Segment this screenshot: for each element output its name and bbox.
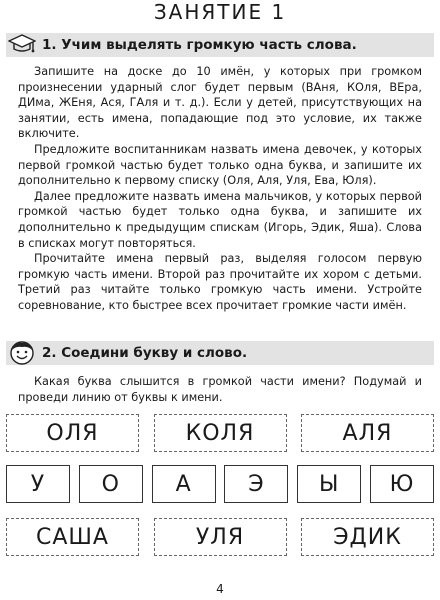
letters-row bbox=[6, 465, 434, 503]
letter-card[interactable]: Ы bbox=[297, 465, 361, 503]
letter-card[interactable]: Ю bbox=[370, 465, 434, 503]
smiling-child-face-icon bbox=[8, 339, 36, 367]
paragraph: Далее предложите назвать имена мальчиков, у которых первой громкой частью будет только одна буква, и запишите их дополнительно к предыдущим спискам (Игорь, Эдик, Яша). Слова в списках могут повторяться. bbox=[18, 189, 422, 250]
section-2-header bbox=[6, 341, 434, 365]
section-1-text bbox=[18, 64, 422, 314]
word-card[interactable]: ОЛЯ bbox=[6, 414, 139, 452]
bottom-words-row bbox=[6, 518, 434, 556]
letter-card[interactable]: У bbox=[6, 465, 70, 503]
letter-card[interactable]: О bbox=[79, 465, 143, 503]
instruction-text: Какая буква слышится в громкой части имени? Подумай и проведи линию от буквы к имени. bbox=[18, 375, 422, 404]
word-card[interactable]: ЭДИК bbox=[301, 518, 434, 556]
word-card[interactable]: САША bbox=[6, 518, 139, 556]
paragraph: Предложите воспитанникам назвать имена девочек, у которых первой громкой частью будет только одна буква, и запишите их дополнительно к первому списку (Оля, Аля, Уля, Ева, Юля). bbox=[18, 142, 422, 188]
section-2-instruction bbox=[18, 374, 422, 405]
paragraph: Прочитайте имена первый раз, выделяя голосом первую громкую часть имени. Второй раз прочитайте их хором с детьми. Третий раз читайте только громкую часть имени. Устройте соревнование, кто быстрее всех прочитает громкие части имён. bbox=[18, 252, 422, 312]
word-card[interactable]: УЛЯ bbox=[154, 518, 287, 556]
paragraph: Запишите на доске до 10 имён, у которых при громком произнесении ударный слог будет первым (ВАня, КОля, ВЕра, ДИма, ЖЕня, Ася, ГАля и т. д.). Если у детей, присутствующих на занятии, есть имена, попадающие под это условие, их также включите. bbox=[18, 65, 422, 141]
letter-card[interactable]: А bbox=[152, 465, 216, 503]
section-2-heading: 2. Соедини букву и слово. bbox=[42, 345, 248, 361]
section-1-header bbox=[6, 33, 434, 57]
letter-card[interactable]: Э bbox=[224, 465, 288, 503]
section-1-heading: 1. Учим выделять громкую часть слова. bbox=[42, 37, 357, 53]
word-card[interactable]: АЛЯ bbox=[301, 414, 434, 452]
graduation-cap-icon bbox=[8, 31, 36, 59]
page-number: 4 bbox=[216, 582, 224, 596]
top-words-row bbox=[6, 414, 434, 452]
word-card[interactable]: КОЛЯ bbox=[154, 414, 287, 452]
page-title: ЗАНЯТИЕ 1 bbox=[153, 0, 287, 24]
